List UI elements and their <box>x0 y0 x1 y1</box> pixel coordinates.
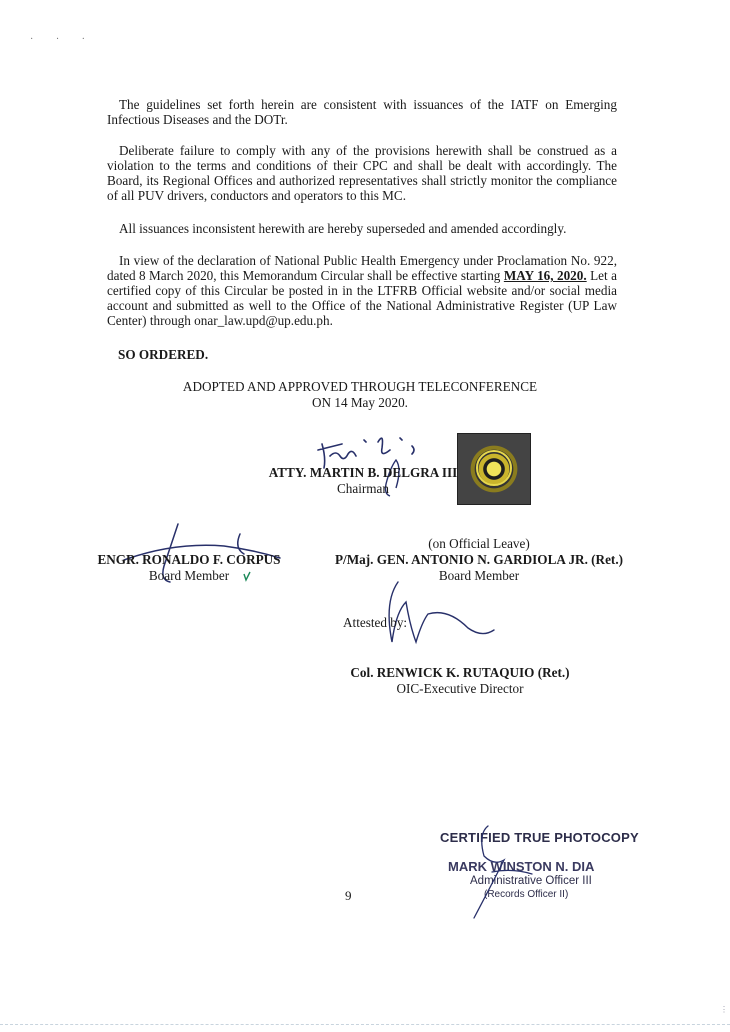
member-corpus-signature-block <box>84 552 294 584</box>
scan-edge-line <box>0 1024 730 1025</box>
director-signature-block <box>338 665 582 697</box>
stamp-title: CERTIFIED TRUE PHOTOCOPY <box>440 830 639 845</box>
chairman-name: ATTY. MARTIN B. DELGRA III <box>268 465 458 480</box>
adoption-line-1: ADOPTED AND APPROVED THROUGH TELECONFERENCE <box>182 379 538 394</box>
page-number: 9 <box>345 888 352 903</box>
chairman-signature-block <box>248 465 478 497</box>
adoption-statement <box>130 379 590 411</box>
so-ordered-heading: SO ORDERED. <box>118 347 209 362</box>
member-corpus-title: Board Member <box>148 568 230 583</box>
director-name: Col. RENWICK K. RUTAQUIO (Ret.) <box>350 665 570 680</box>
paragraph-superseded: All issuances inconsistent herewith are hereby superseded and amended accordingly. <box>119 221 567 236</box>
chairman-title: Chairman <box>336 481 389 496</box>
stamp-officer-subtitle: (Records Officer II) <box>484 889 569 900</box>
paragraph-compliance: Deliberate failure to comply with any of the provisions herewith shall be construed as a violation to the terms and conditions of their CPC and shall be dealt with accordingly. The Board, its Regional Offices and authorized representatives shall strictly monitor the compliance of all PUV drivers, conductors and operators to this MC. <box>107 143 617 203</box>
paragraph-iatf-guidelines: The guidelines set forth herein are consistent with issuances of the IATF on Emerging Infectious Diseases and the DOTr. <box>107 97 617 127</box>
director-title: OIC-Executive Director <box>396 681 524 696</box>
attested-by-label: Attested by: <box>343 615 408 630</box>
seal-emblem <box>476 450 512 486</box>
effectivity-text-after: Let a certified copy of this Circular be posted in in the LTFRB Official website and/or social media account and submitted as well to the Office of the National Administrative Register (UP Law Center) through onar_law.upd@up.edu.ph. <box>107 268 617 328</box>
member-gardiola-name: P/Maj. GEN. ANTONIO N. GARDIOLA JR. (Ret.) <box>334 552 624 567</box>
stamp-signature <box>462 822 552 922</box>
official-seal-logo <box>457 433 531 505</box>
paragraph-effectivity <box>107 253 617 328</box>
member-gardiola-leave-note: (on Official Leave) <box>428 536 530 551</box>
stamp-officer-name: MARK WINSTON N. DIA <box>448 859 595 874</box>
member-corpus-name: ENGR. RONALDO F. CORPUS <box>97 552 281 567</box>
effectivity-text-before: In view of the declaration of National Public Health Emergency under Proclamation No. 922, dated 8 March 2020, this Memorandum Circular shall be effective starting <box>107 253 617 283</box>
member-gardiola-title: Board Member <box>438 568 520 583</box>
scan-edge-mark: ⋮ <box>720 1005 728 1014</box>
adoption-line-2: ON 14 May 2020. <box>312 395 408 410</box>
scan-speck-marks: · · · <box>30 34 95 45</box>
member-gardiola-signature-block <box>322 536 636 584</box>
stamp-officer-position: Administrative Officer III <box>470 875 592 887</box>
effectivity-date: MAY 16, 2020. <box>503 268 587 283</box>
